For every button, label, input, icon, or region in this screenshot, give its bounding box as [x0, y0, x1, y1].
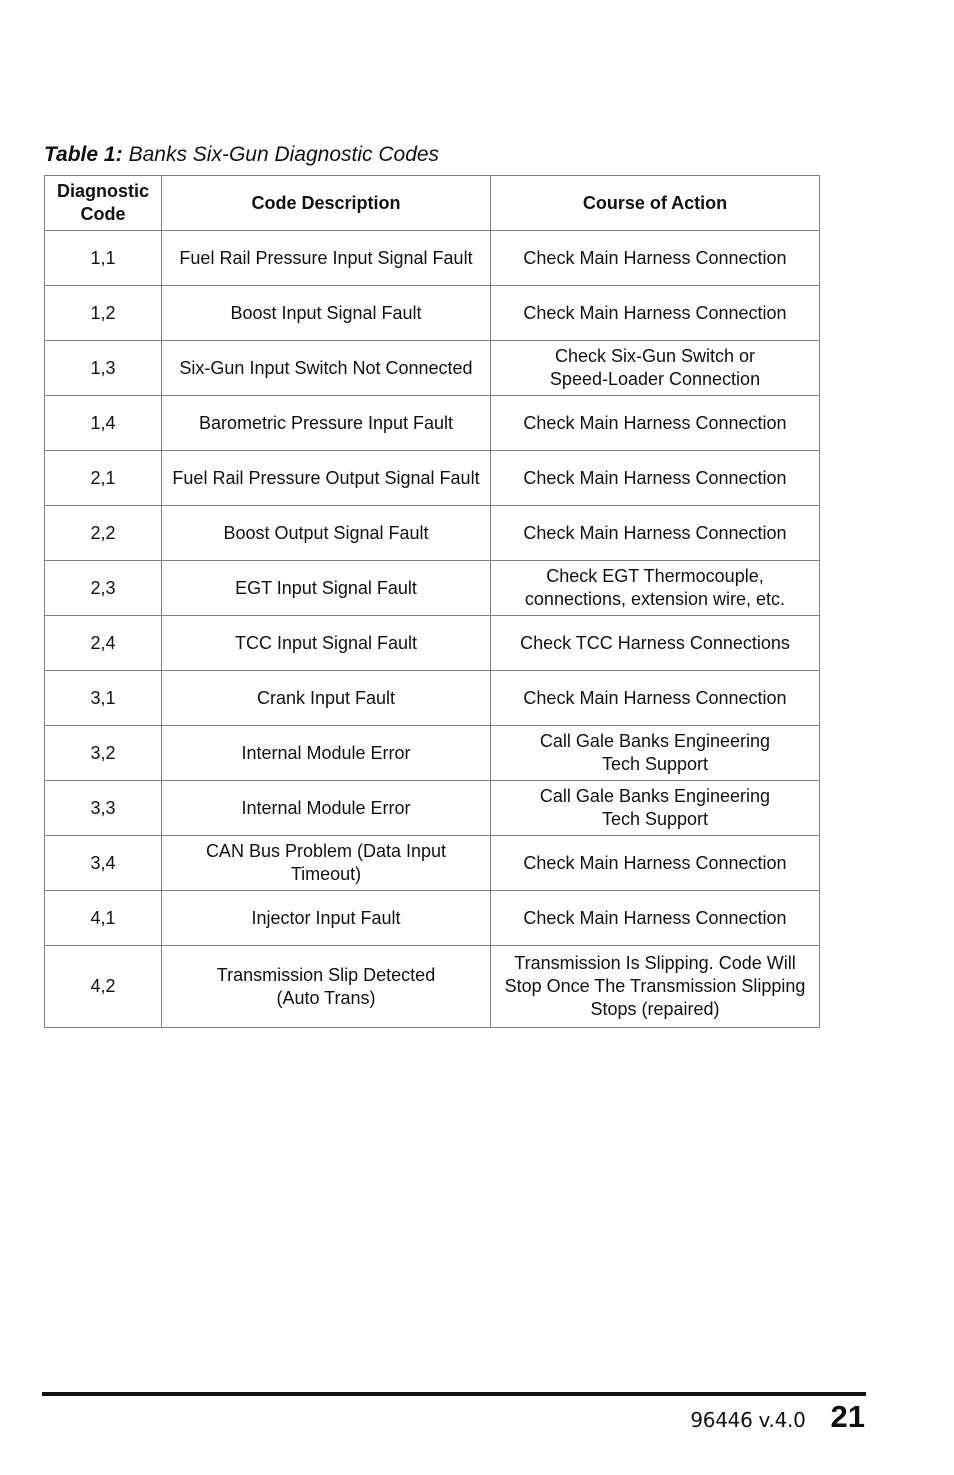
cell-text: 2,2: [90, 522, 116, 543]
code-cell: [45, 836, 162, 891]
action-cell: [491, 616, 820, 671]
cell-text: Internal Module Error: [241, 742, 411, 763]
code-cell: [45, 781, 162, 836]
cell-line: Stop Once The Transmission Slipping: [504, 976, 806, 996]
table-header: [45, 176, 820, 231]
table-row: [45, 341, 820, 396]
code-cell: [45, 506, 162, 561]
cell-text: Crank Input Fault: [256, 687, 396, 708]
cell-line: Tech Support: [601, 754, 709, 774]
cell-text: 3,1: [90, 687, 116, 708]
header-row: [45, 176, 820, 231]
cell-line: CAN Bus Problem (Data Input: [205, 841, 447, 861]
caption-label: Table 1:: [44, 143, 123, 166]
code-cell: [45, 616, 162, 671]
action-cell: [491, 946, 820, 1028]
cell-line: Timeout): [290, 864, 362, 884]
header-line: Code Description: [251, 192, 401, 213]
cell-text: Internal Module Error: [241, 797, 411, 818]
cell-text: 2,3: [90, 577, 116, 598]
description-cell: [162, 891, 491, 946]
table-row: [45, 231, 820, 286]
cell-text: 1,4: [90, 412, 116, 433]
description-cell: [162, 561, 491, 616]
code-cell: [45, 891, 162, 946]
cell-text: 3,3: [90, 797, 116, 818]
cell-text: Check Main Harness Connection: [523, 302, 787, 323]
action-cell: [491, 671, 820, 726]
action-cell: [491, 836, 820, 891]
footer-rule: [42, 1392, 866, 1396]
description-cell: [162, 506, 491, 561]
table-row: [45, 286, 820, 341]
code-cell: [45, 726, 162, 781]
action-cell: [491, 341, 820, 396]
action-cell: [491, 286, 820, 341]
description-cell: [162, 286, 491, 341]
code-cell: [45, 671, 162, 726]
code-cell: [45, 286, 162, 341]
cell-line: Call Gale Banks Engineering: [539, 786, 771, 806]
table-row: [45, 836, 820, 891]
cell-line: Tech Support: [601, 809, 709, 829]
cell-text: Check Main Harness Connection: [523, 907, 787, 928]
cell-text: Check Main Harness Connection: [523, 687, 787, 708]
header-line: Diagnostic: [56, 181, 149, 201]
header-action: [491, 176, 820, 231]
cell-text: 1,3: [90, 357, 116, 378]
cell-line: connections, extension wire, etc.: [524, 589, 786, 609]
cell-text: Check TCC Harness Connections: [520, 632, 790, 653]
description-cell: [162, 231, 491, 286]
cell-text: 2,1: [90, 467, 116, 488]
description-cell: [162, 396, 491, 451]
cell-text: 4,2: [90, 976, 116, 996]
cell-text: Barometric Pressure Input Fault: [198, 412, 454, 433]
action-cell: [491, 781, 820, 836]
cell-text: Check Main Harness Connection: [523, 467, 787, 488]
description-cell: [162, 836, 491, 891]
code-cell: [45, 561, 162, 616]
cell-line: Check EGT Thermocouple,: [546, 566, 764, 586]
cell-line: Stops (repaired): [590, 999, 720, 1019]
description-cell: [162, 946, 491, 1028]
cell-text: Six-Gun Input Switch Not Connected: [179, 357, 473, 378]
header-code: [45, 176, 162, 231]
cell-text: Check Main Harness Connection: [523, 412, 787, 433]
cell-text: 3,4: [90, 852, 116, 873]
table-row: [45, 451, 820, 506]
action-cell: [491, 396, 820, 451]
action-cell: [491, 726, 820, 781]
description-cell: [162, 616, 491, 671]
cell-line: Transmission Slip Detected: [216, 964, 436, 985]
page-footer: [42, 1392, 866, 1437]
cell-line: Call Gale Banks Engineering: [539, 731, 771, 751]
table-row: [45, 616, 820, 671]
header-line: Course of Action: [582, 192, 728, 213]
diagnostic-codes-table: [44, 175, 820, 1028]
description-cell: [162, 726, 491, 781]
cell-line: (Auto Trans): [276, 987, 376, 1008]
cell-line: Transmission Is Slipping. Code Will: [514, 953, 796, 973]
header-description: [162, 176, 491, 231]
cell-text: Boost Output Signal Fault: [223, 522, 429, 543]
cell-text: Fuel Rail Pressure Output Signal Fault: [172, 467, 480, 488]
cell-text: Boost Input Signal Fault: [230, 302, 422, 323]
page-number: 21: [830, 1399, 865, 1434]
table-row: [45, 781, 820, 836]
action-cell: [491, 561, 820, 616]
cell-text: TCC Input Signal Fault: [234, 632, 418, 653]
table-row: [45, 506, 820, 561]
cell-text: Fuel Rail Pressure Input Signal Fault: [179, 247, 473, 268]
footer-meta: [42, 1400, 866, 1437]
description-cell: [162, 341, 491, 396]
doc-version: 96446 v.4.0: [690, 1408, 806, 1432]
cell-text: 4,1: [90, 907, 116, 928]
cell-text: Injector Input Fault: [251, 907, 401, 928]
code-cell: [45, 946, 162, 1028]
action-cell: [491, 451, 820, 506]
cell-text: 3,2: [90, 742, 116, 763]
table-row: [45, 671, 820, 726]
table-row: [45, 726, 820, 781]
cell-text: EGT Input Signal Fault: [235, 577, 417, 598]
action-cell: [491, 506, 820, 561]
table-row: [45, 561, 820, 616]
code-cell: [45, 396, 162, 451]
description-cell: [162, 781, 491, 836]
caption-title: Banks Six-Gun Diagnostic Codes: [128, 143, 440, 166]
cell-text: Check Main Harness Connection: [523, 522, 787, 543]
cell-text: 1,2: [90, 302, 116, 323]
cell-text: 2,4: [90, 632, 116, 653]
table-caption: [44, 142, 439, 168]
cell-text: 1,1: [90, 247, 116, 268]
description-cell: [162, 671, 491, 726]
description-cell: [162, 451, 491, 506]
table-row: [45, 396, 820, 451]
code-cell: [45, 231, 162, 286]
cell-text: Check Main Harness Connection: [523, 247, 787, 268]
table-row: [45, 946, 820, 1028]
cell-line: Check Six-Gun Switch or: [554, 346, 756, 366]
cell-line: Speed-Loader Connection: [549, 369, 761, 389]
cell-text: Check Main Harness Connection: [523, 852, 787, 873]
table-body: [45, 231, 820, 1028]
code-cell: [45, 341, 162, 396]
code-cell: [45, 451, 162, 506]
action-cell: [491, 231, 820, 286]
header-line: Code: [80, 204, 126, 224]
table-row: [45, 891, 820, 946]
action-cell: [491, 891, 820, 946]
